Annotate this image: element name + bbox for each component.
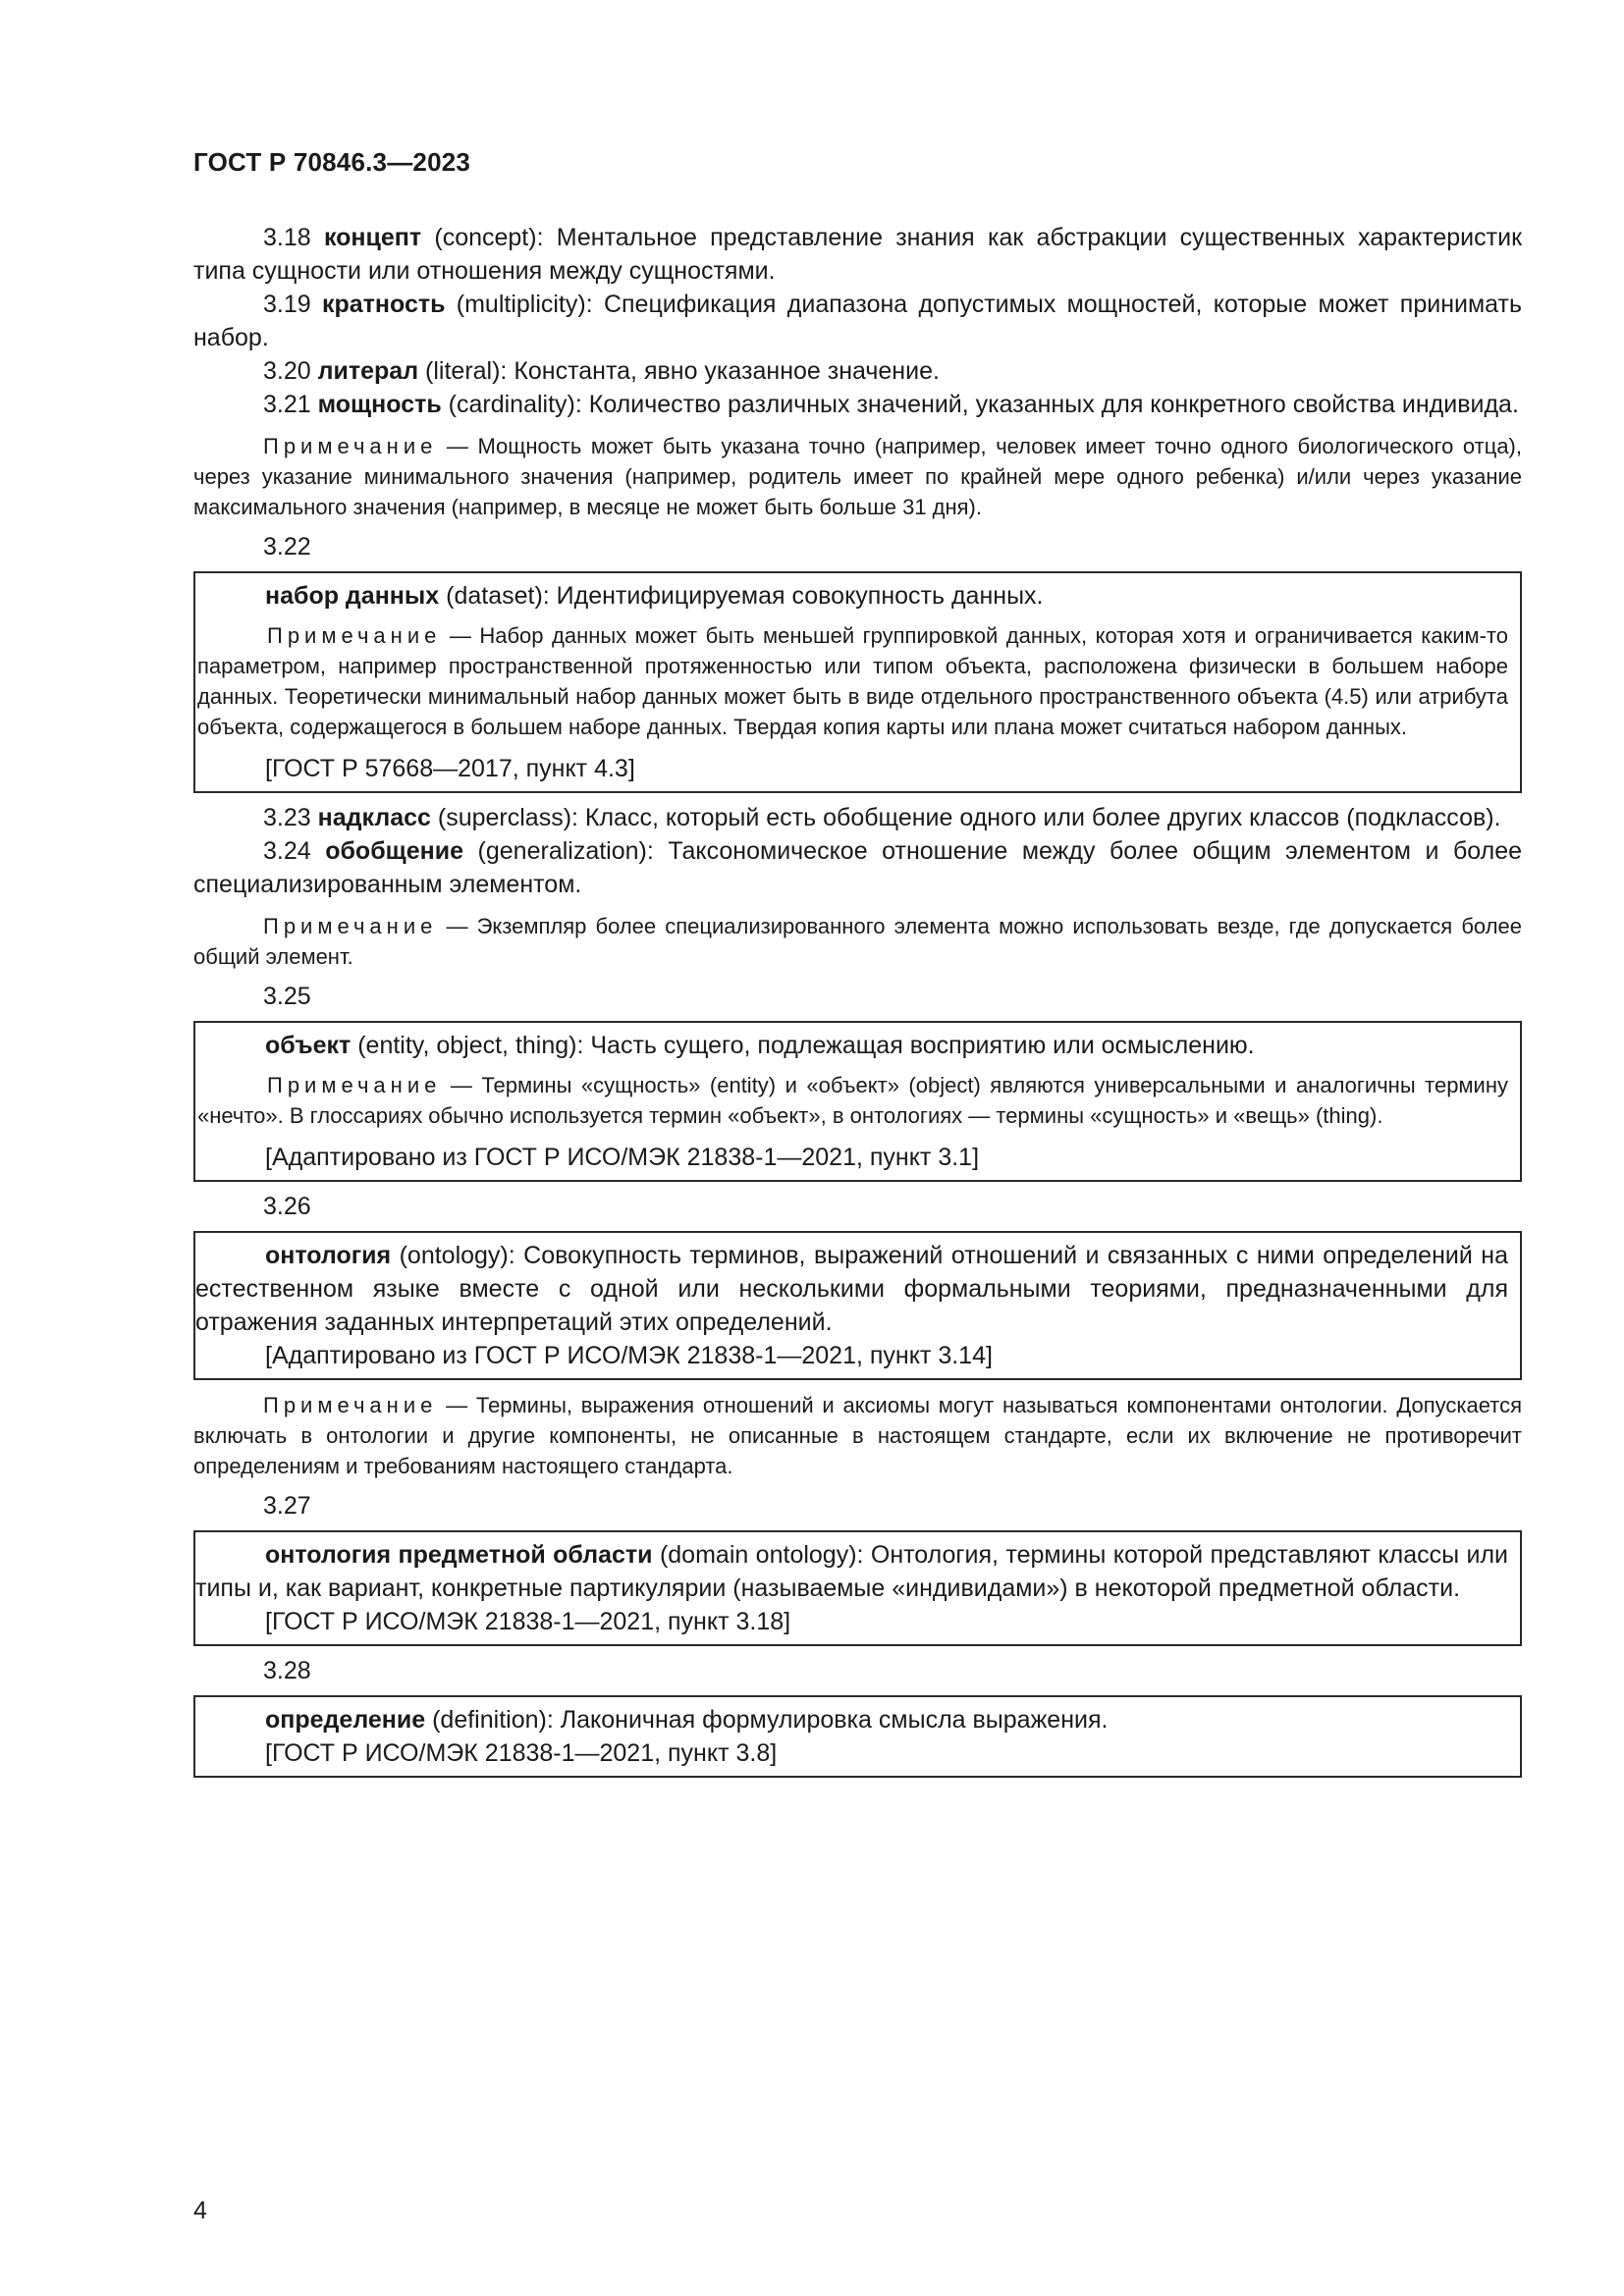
term-entry-3-27: [195, 1538, 1508, 1605]
entry-number: 3.21: [263, 391, 311, 418]
term-word: кратность: [321, 291, 446, 318]
source-reference: [ГОСТ Р ИСО/МЭК 21838-1—2021, пункт 3.18]: [265, 1608, 791, 1635]
term-definition: (superclass): Класс, который есть обобщение одного или более других классов (подклассов).: [430, 804, 1501, 831]
entry-number-3-28: 3.28: [263, 1657, 311, 1684]
term-entry-3-24: [193, 834, 1522, 901]
term-box-3-26: [193, 1231, 1522, 1380]
entry-number: 3.18: [263, 224, 311, 251]
term-entry-3-19: [193, 288, 1522, 354]
note-text: — Набор данных может быть меньшей группировкой данных, которая хотя и ограничивается каким-то параметром, например пространственной протяженностью или типом объекта, расположена физически в большем наборе данных. Теоретически минимальный набор данных может быть в виде отдельного пространственного объекта (4.5) или атрибута объекта, содержащегося в большем наборе данных. Твердая копия карты или плана может считаться набором данных.: [197, 623, 1508, 739]
term-word: набор данных: [265, 582, 440, 610]
source-reference: [ГОСТ Р 57668—2017, пункт 4.3]: [265, 755, 635, 782]
term-entry-3-28: [195, 1703, 1508, 1736]
entry-number-3-27: 3.27: [263, 1492, 311, 1520]
note-3-25: [195, 1070, 1508, 1131]
note-label: Примечание: [263, 434, 438, 458]
page-content: [193, 221, 1522, 1786]
term-box-3-28: [193, 1695, 1522, 1778]
term-definition: (literal): Константа, явно указанное значение.: [418, 357, 940, 385]
term-box-3-22: [193, 571, 1522, 793]
term-box-3-25: [193, 1021, 1522, 1182]
note-label: Примечание: [263, 914, 438, 938]
term-word: объект: [265, 1032, 352, 1059]
term-definition: (domain ontology): Онтология, термины которой представляют классы или типы и, как вариант, конкретные партикулярии (называемые «индивидами») в некоторой предметной области.: [195, 1541, 1509, 1602]
entry-number: 3.23: [263, 804, 311, 831]
term-definition: (ontology): Совокупность терминов, выражений отношений и связанных с ними определений на естественном языке вместе с одной или несколькими формальными теориями, предназначенными для отражения заданных интерпретаций этих определений.: [195, 1242, 1508, 1336]
note-label: Примечание: [267, 1073, 442, 1097]
entry-number-3-25: 3.25: [263, 983, 311, 1010]
source-reference: [Адаптировано из ГОСТ Р ИСО/МЭК 21838-1—2021, пункт 3.1]: [265, 1144, 980, 1171]
term-definition: (dataset): Идентифицируемая совокупность данных.: [439, 582, 1044, 610]
note-3-24: [193, 911, 1522, 972]
term-entry-3-22: [195, 579, 1508, 613]
term-definition: (definition): Лаконичная формулировка смысла выражения.: [425, 1706, 1109, 1734]
term-entry-3-25: [195, 1029, 1508, 1062]
note-3-26: [193, 1390, 1522, 1481]
term-entry-3-18: [193, 221, 1522, 288]
term-word: концепт: [323, 224, 422, 251]
source-reference: [Адаптировано из ГОСТ Р ИСО/МЭК 21838-1—2021, пункт 3.14]: [265, 1342, 993, 1369]
note-3-22: [195, 620, 1508, 742]
entry-number-3-22: 3.22: [263, 533, 311, 561]
term-word: мощность: [317, 391, 442, 418]
term-box-3-27: [193, 1530, 1522, 1646]
note-3-21: [193, 431, 1522, 522]
term-entry-3-21: [193, 388, 1522, 421]
term-word: онтология: [265, 1242, 392, 1269]
term-definition: (concept): Ментальное представление знания как абстракции существенных характеристик типа сущности или отношения между сущностями.: [193, 224, 1523, 285]
source-reference: [ГОСТ Р ИСО/МЭК 21838-1—2021, пункт 3.8]: [265, 1739, 778, 1767]
page-number: 4: [193, 2197, 207, 2224]
note-text: — Термины «сущность» (entity) и «объект» (object) являются универсальными и аналогичны термину «нечто». В глоссариях обычно используется термин «объект», в онтологиях — термины «сущность» и «вещь» (thing).: [197, 1073, 1508, 1128]
term-entry-3-20: [193, 354, 1522, 388]
term-definition: (generalization): Таксономическое отношение между более общим элементом и более специализированным элементом.: [193, 837, 1523, 898]
term-word: литерал: [317, 357, 419, 385]
note-label: Примечание: [263, 1393, 438, 1417]
term-word: надкласс: [317, 804, 431, 831]
note-text: — Термины, выражения отношений и аксиомы могут называться компонентами онтологии. Допускается включать в онтологии и другие компоненты, не описанные в настоящем стандарте, если их включение не противоречит определениям и требованиям настоящего стандарта.: [193, 1393, 1522, 1478]
document-header: ГОСТ Р 70846.3—2023: [193, 147, 471, 177]
note-text: — Мощность может быть указана точно (например, человек имеет точно одного биологического отца), через указание минимального значения (например, родитель имеет по крайней мере одного ребенка) и/или через указание максимального значения (например, в месяце не может быть больше 31 дня).: [193, 434, 1522, 519]
note-text: — Экземпляр более специализированного элемента можно использовать везде, где допускается более общий элемент.: [193, 914, 1522, 969]
entry-number: 3.19: [263, 291, 311, 318]
term-definition: (cardinality): Количество различных значений, указанных для конкретного свойства индивида.: [441, 391, 1519, 418]
entry-number-3-26: 3.26: [263, 1193, 311, 1220]
term-entry-3-26: [195, 1239, 1508, 1339]
note-label: Примечание: [267, 623, 442, 648]
term-entry-3-23: [193, 801, 1522, 834]
term-word: определение: [265, 1706, 426, 1734]
term-word: онтология предметной области: [265, 1541, 653, 1569]
entry-number: 3.24: [263, 837, 311, 865]
term-word: обобщение: [325, 837, 464, 865]
term-definition: (multiplicity): Спецификация диапазона допустимых мощностей, которые может принимать набор.: [193, 291, 1522, 351]
term-definition: (entity, object, thing): Часть сущего, подлежащая восприятию или осмыслению.: [351, 1032, 1255, 1059]
entry-number: 3.20: [263, 357, 311, 385]
